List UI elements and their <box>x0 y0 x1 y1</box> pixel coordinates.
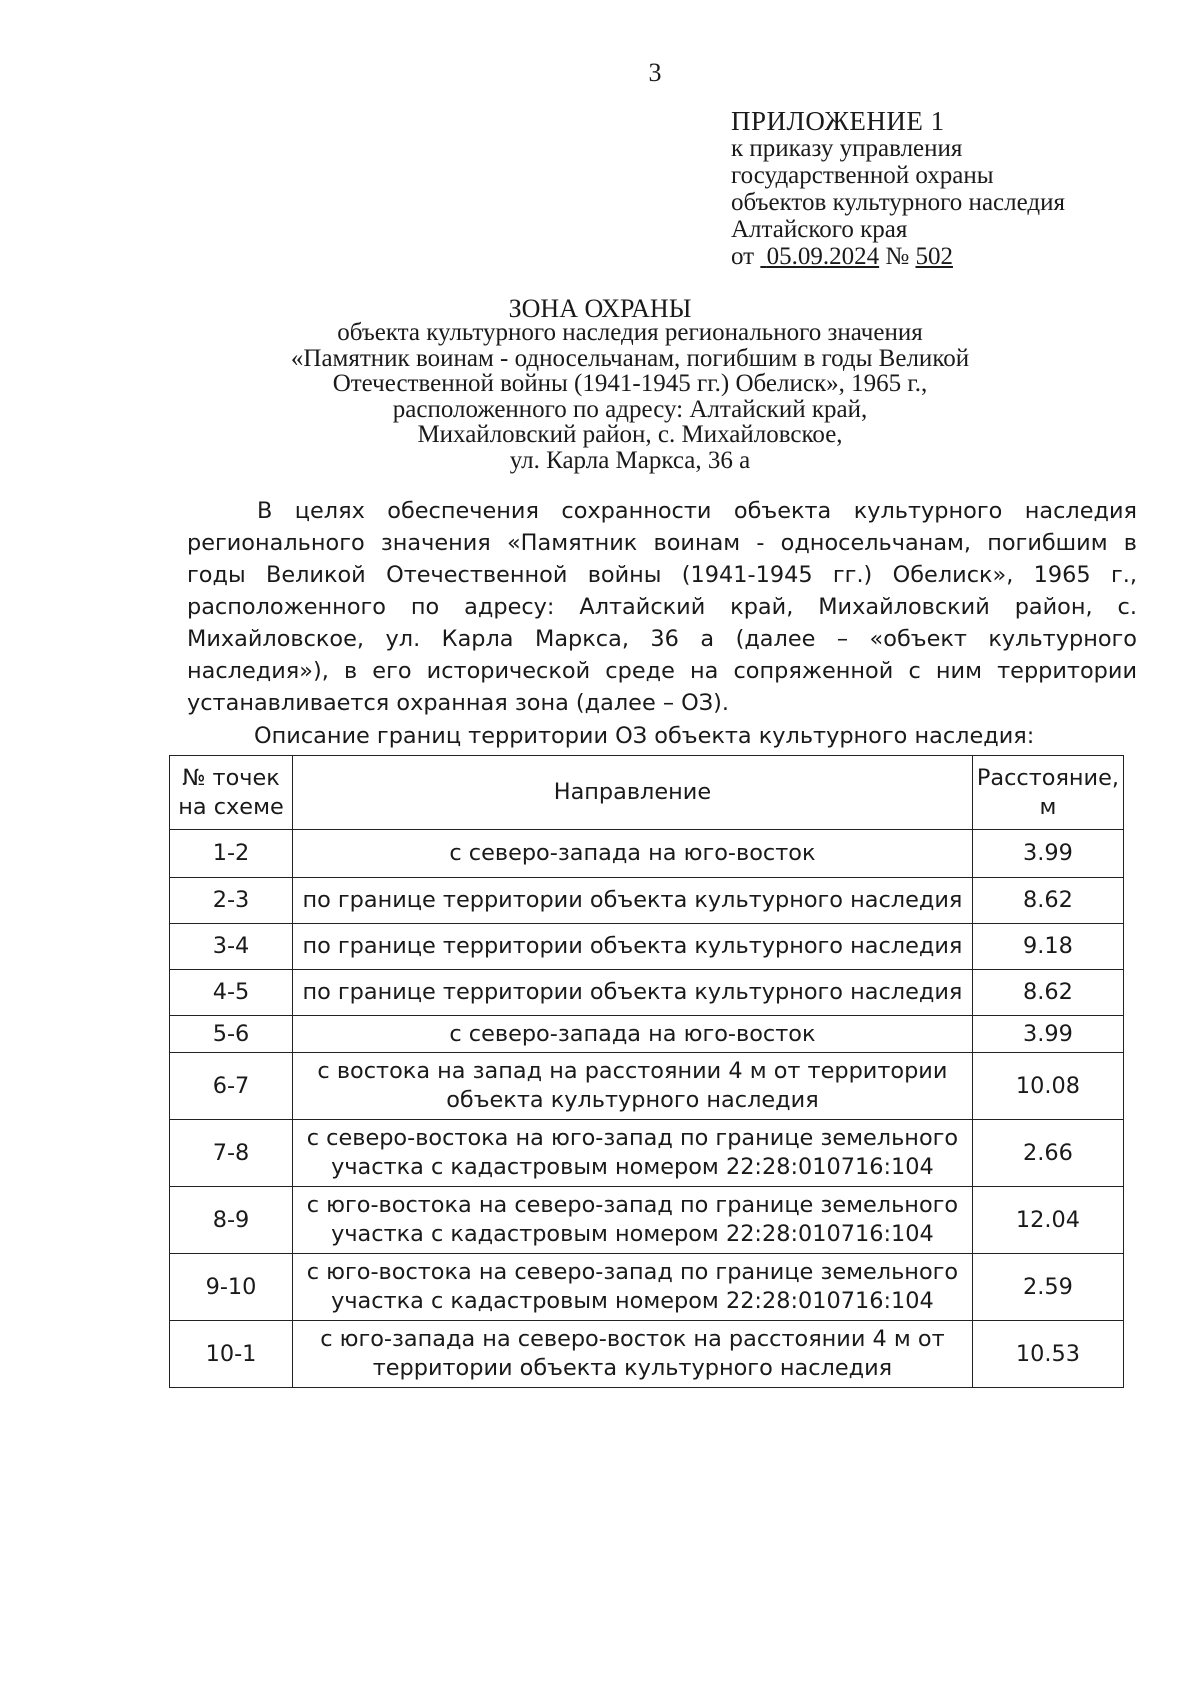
cell-points: 8-9 <box>170 1187 293 1254</box>
table-row <box>170 1120 1124 1187</box>
cell-direction <box>293 1321 973 1388</box>
appendix-line: Алтайского края <box>731 216 908 243</box>
table-row <box>170 830 1124 878</box>
header-distance-line2: м <box>1039 793 1057 820</box>
direction-line: с северо-запада на юго-восток <box>449 840 816 866</box>
cell-distance: 3.99 <box>972 1016 1123 1053</box>
direction-line: участка с кадастровым номером 22:28:010716:104 <box>331 1154 934 1180</box>
table-row <box>170 1187 1124 1254</box>
page-number: 3 <box>648 58 662 87</box>
direction-line: с востока на запад на расстоянии 4 м от территории <box>317 1058 948 1084</box>
cell-direction <box>293 830 973 878</box>
cell-distance: 3.99 <box>972 830 1123 878</box>
cell-direction <box>293 1016 973 1053</box>
direction-line: по границе территории объекта культурного наследия <box>302 979 963 1005</box>
order-date-value: 05.09.2024 <box>766 243 880 270</box>
cell-points: 5-6 <box>170 1016 293 1053</box>
cell-direction <box>293 924 973 970</box>
boundary-table <box>169 755 1124 1388</box>
cell-points: 4-5 <box>170 970 293 1016</box>
direction-line: участка с кадастровым номером 22:28:010716:104 <box>331 1288 934 1314</box>
cell-points: 9-10 <box>170 1254 293 1321</box>
header-distance <box>972 756 1123 830</box>
date-prefix: от <box>731 243 755 270</box>
cell-points: 6-7 <box>170 1053 293 1120</box>
table-row <box>170 1321 1124 1388</box>
cell-direction <box>293 1120 973 1187</box>
order-number: 502 <box>915 243 953 270</box>
direction-line: территории объекта культурного наследия <box>372 1355 893 1381</box>
cell-points: 1-2 <box>170 830 293 878</box>
direction-line: по границе территории объекта культурного наследия <box>302 887 963 913</box>
cell-distance: 9.18 <box>972 924 1123 970</box>
direction-line: с юго-востока на северо-запад по границе земельного <box>306 1259 959 1285</box>
cell-distance: 8.62 <box>972 970 1123 1016</box>
table-row <box>170 1016 1124 1053</box>
header-points-line2: на схеме <box>178 793 284 820</box>
cell-distance: 10.08 <box>972 1053 1123 1120</box>
table-row <box>170 970 1124 1016</box>
direction-line: с юго-востока на северо-запад по границе земельного <box>306 1192 959 1218</box>
appendix-line: к приказу управления <box>731 135 963 162</box>
order-date <box>760 243 879 270</box>
direction-line: с северо-востока на юго-запад по границе земельного <box>306 1125 959 1151</box>
cell-distance: 2.66 <box>972 1120 1123 1187</box>
table-row <box>170 1254 1124 1321</box>
cell-direction <box>293 878 973 924</box>
header-distance-line1: Расстояние, <box>976 764 1119 791</box>
zone-subtitle-line: «Памятник воинам - односельчанам, погибшим в годы Великой <box>290 344 970 372</box>
cell-points: 2-3 <box>170 878 293 924</box>
appendix-block <box>731 108 1065 270</box>
cell-direction <box>293 970 973 1016</box>
zone-subtitle-line: Михайловский район, с. Михайловское, <box>417 421 843 448</box>
header-direction: Направление <box>293 756 973 830</box>
cell-points: 7-8 <box>170 1120 293 1187</box>
header-points-line1: № точек <box>182 764 280 791</box>
number-prefix: № <box>885 243 910 270</box>
zone-subtitle-line: расположенного по адресу: Алтайский край, <box>392 395 868 423</box>
table-row <box>170 878 1124 924</box>
cell-distance: 12.04 <box>972 1187 1123 1254</box>
table-caption: Описание границ территории ОЗ объекта культурного наследия: <box>254 723 1035 749</box>
cell-points: 3-4 <box>170 924 293 970</box>
zone-title: ЗОНА ОХРАНЫ <box>508 294 692 323</box>
direction-line: с юго-запада на северо-восток на расстоянии 4 м от <box>320 1326 945 1352</box>
zone-subtitle-line: ул. Карла Маркса, 36 а <box>509 446 751 474</box>
cell-distance: 2.59 <box>972 1254 1123 1321</box>
cell-direction <box>293 1254 973 1321</box>
zone-subtitle <box>200 320 1060 473</box>
table-row <box>170 1053 1124 1120</box>
zone-subtitle-line: Отечественной войны (1941-1945 гг.) Обелиск», 1965 г., <box>332 370 928 397</box>
table-header-row <box>170 756 1124 830</box>
intro-paragraph: В целях обеспечения сохранности объекта культурного наследия регионального значения «Памятник воинам - односельчанам, погибшим в годы Великой Отечественной войны (1941-1945 гг.) Обелиск», 1965 г., расположенного по адресу: Алтайский край, Михайловский район, с. Михайловское, ул. Карла Маркса, 36 а (далее – «объект культурного наследия»), в его исторической среде на сопряженной с ним территории устанавливается охранная зона (далее – ОЗ). <box>187 498 1137 716</box>
intro-section <box>187 495 1137 719</box>
header-points <box>170 756 293 830</box>
appendix-line: объектов культурного наследия <box>731 189 1065 216</box>
direction-line: объекта культурного наследия <box>446 1087 819 1113</box>
cell-direction <box>293 1053 973 1120</box>
appendix-date-line <box>731 243 1065 270</box>
cell-points: 10-1 <box>170 1321 293 1388</box>
direction-line: с северо-запада на юго-восток <box>449 1020 816 1047</box>
cell-direction <box>293 1187 973 1254</box>
direction-line: по границе территории объекта культурного наследия <box>302 933 963 959</box>
zone-subtitle-line: объекта культурного наследия регионального значения <box>337 319 923 346</box>
table-row <box>170 924 1124 970</box>
cell-distance: 8.62 <box>972 878 1123 924</box>
cell-distance: 10.53 <box>972 1321 1123 1388</box>
appendix-line: государственной охраны <box>731 162 994 189</box>
direction-line: участка с кадастровым номером 22:28:010716:104 <box>331 1221 934 1247</box>
appendix-title: ПРИЛОЖЕНИЕ 1 <box>731 106 945 136</box>
